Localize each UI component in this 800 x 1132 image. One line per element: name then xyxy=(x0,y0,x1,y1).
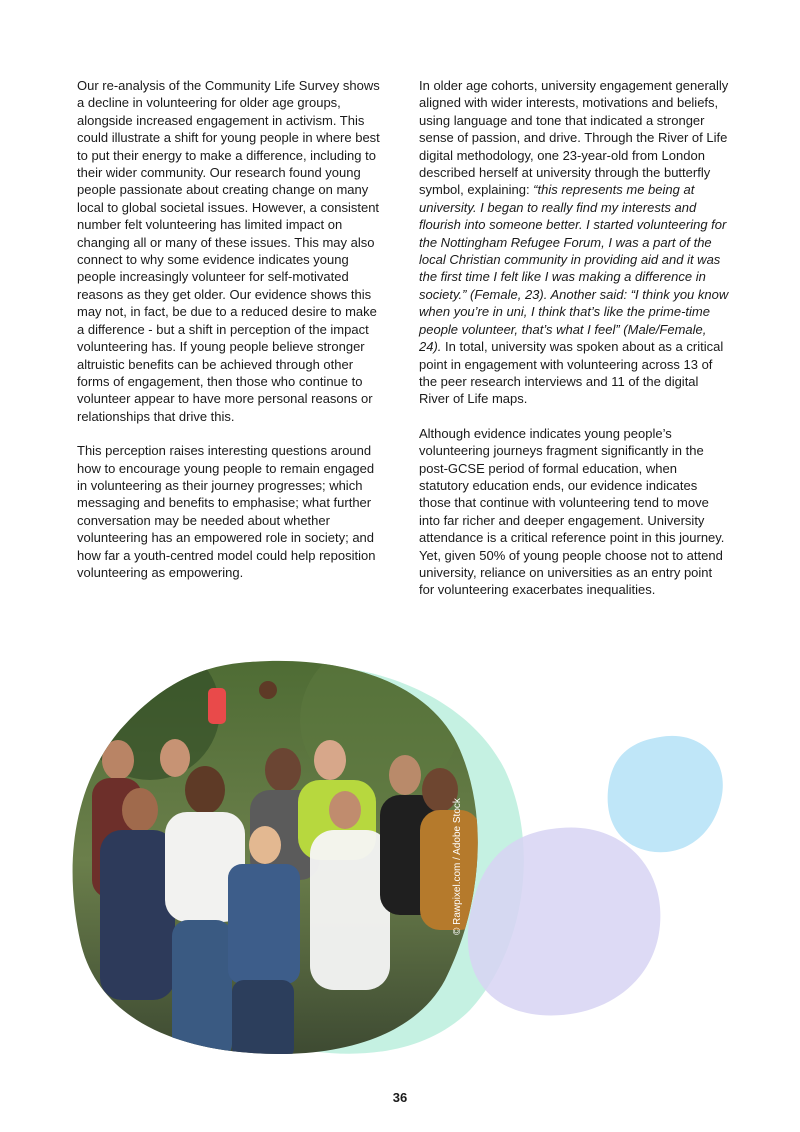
left-paragraph-1: Our re-analysis of the Community Life Survey shows a decline in volunteering for older age groups, alongside increased engagement in activism. This could illustrate a shift for young people in where best to put their energy to make a difference, including to their wider community. Our research found young people passionate about creating change on many local to global societal issues. However, a consistent number felt volunteering has limited impact on changing all or many of these issues. This may also connect to why some evidence indicates young people increasingly volunteer for self-motivated reasons as they get older. Our evidence shows this may not, in fact, be due to a reduced desire to make a difference - but a shift in perception of the impact volunteering has. If young people believe stronger altruistic benefits can be achieved through other forms of engagement, then those who continue to volunteer appear to have more personal reasons or relationships that drive this. xyxy=(77,78,380,424)
decorative-image-area xyxy=(0,650,800,1070)
blue-blob xyxy=(608,736,723,852)
right-column xyxy=(419,77,729,616)
right-paragraph-2: Although evidence indicates young people’s volunteering journeys fragment significantly in the post-GCSE period of formal education, when statutory education ends, our evidence indicates those that continue with volunteering tend to move into far richer and deeper engagement. University attendance is a critical reference point in this journey. Yet, given 50% of young people choose not to attend university, reliance on universities as an entry point for volunteering exacerbates inequalities. xyxy=(419,425,725,598)
left-column xyxy=(77,77,385,598)
photo-credit: © Rawpixel.com / Adobe Stock xyxy=(452,798,463,935)
participant-quotes: “this represents me being at university. I began to really find my interests and flourish into someone better. I started volunteering for the Nottingham Refugee Forum, I was a part of the local Christian community in providing aid and it was the first time I felt like I was making a difference in society.” (Female, 23). Another said: “I think you know when you’re in uni, I think that’s like the prime-time people volunteer, that’s what I feel” (Male/Female, 24). xyxy=(419,182,729,355)
left-paragraph-2: This perception raises interesting questions around how to encourage young people to remain engaged in volunteering as their journey progresses; which messaging and benefits to emphasise; what further conversation may be needed about whether volunteering has an empowered role in society; and how far a youth-centred model could help reposition volunteering as empowering. xyxy=(77,443,376,580)
paragraph-outro: In total, university was spoken about as a critical point in engagement with volunteering across 13 of the peer research interviews and 11 of the digital River of Life maps. xyxy=(419,339,724,407)
paragraph-intro: In older age cohorts, university engagement generally aligned with wider interests, motivations and beliefs, using language and tone that indicated a stronger sense of passion, and drive. Through the River of Life digital methodology, one 23-year-old from London described herself at university through the butterfly symbol, explaining: xyxy=(419,78,729,198)
page-number: 36 xyxy=(392,1090,408,1105)
right-paragraph-1 xyxy=(419,77,729,408)
